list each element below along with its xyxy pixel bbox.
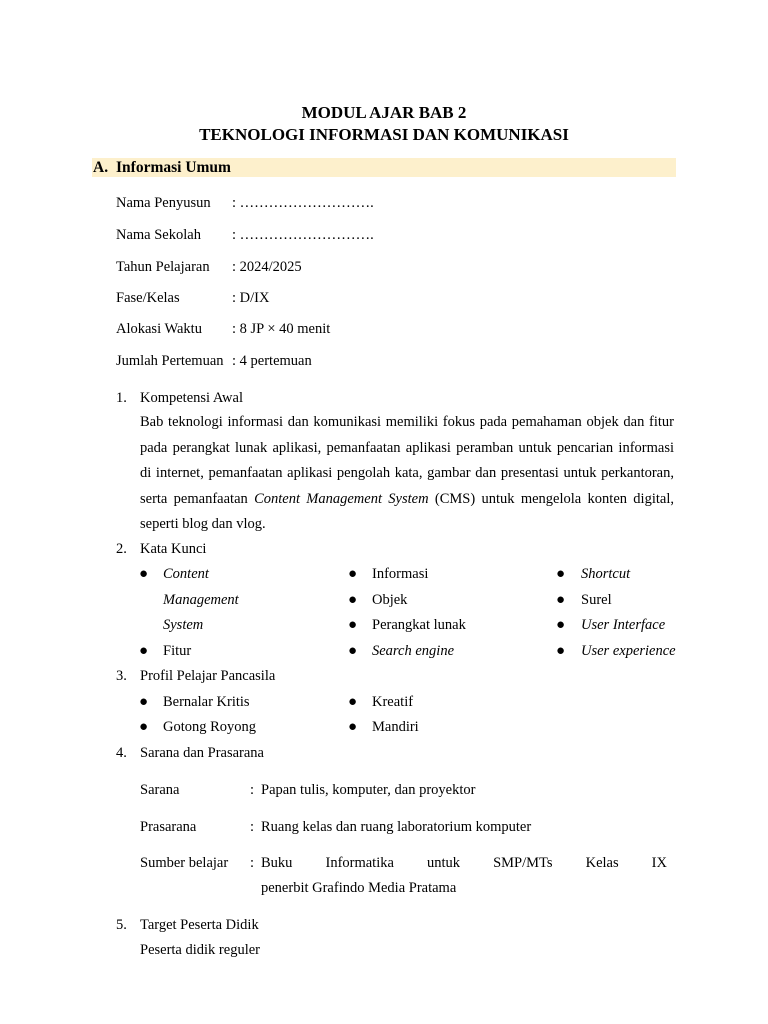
section-a-title: Informasi Umum — [116, 159, 231, 176]
bullet-icon: ● — [139, 566, 149, 582]
keyword-item: User experience — [581, 643, 676, 659]
info-value-jumlah-pertemuan: : 4 pertemuan — [232, 353, 312, 369]
kata-kunci-title: Kata Kunci — [140, 541, 207, 557]
sarana-colon: : — [250, 782, 255, 798]
bullet-icon: ● — [348, 719, 358, 735]
keyword-item: Surel — [581, 592, 612, 608]
sumber-word: Informatika — [325, 855, 394, 871]
kompetensi-text-1: Bab teknologi informasi dan komunikasi memiliki fokus pada pemahaman objek dan fitur pada perangkat lunak aplikasi, pemanfaatan aplikasi peramban untuk pencarian informasi di internet, pemanfaatan aplikasi pengolah kata, gambar dan presentasi untuk perkantoran, serta pemanfaatan — [140, 414, 674, 507]
target-title: Target Peserta Didik — [140, 917, 259, 933]
info-label-alokasi-waktu: Alokasi Waktu — [116, 321, 202, 337]
sumber-word: untuk — [427, 855, 461, 871]
info-label-nama-sekolah: Nama Sekolah — [116, 227, 201, 243]
info-label-fase-kelas: Fase/Kelas — [116, 290, 180, 306]
target-text: Peserta didik reguler — [140, 942, 260, 958]
sumber-belajar-label: Sumber belajar — [140, 855, 229, 871]
bullet-icon: ● — [556, 617, 566, 633]
info-value-nama-penyusun: : ………………………. — [232, 195, 374, 211]
kompetensi-number: 1. — [116, 390, 127, 406]
info-value-nama-sekolah: : ………………………. — [232, 227, 374, 243]
bullet-icon: ● — [348, 566, 358, 582]
sumber-belajar-value-line1 — [261, 855, 667, 872]
profil-item: Mandiri — [372, 719, 419, 735]
keyword-item: Fitur — [163, 643, 192, 659]
prasarana-value: Ruang kelas dan ruang laboratorium komputer — [261, 819, 532, 835]
bullet-icon: ● — [556, 566, 566, 582]
keyword-item: Content — [163, 566, 209, 582]
bullet-icon: ● — [556, 643, 566, 659]
sumber-word: Buku — [261, 855, 293, 871]
target-number: 5. — [116, 917, 127, 933]
document-title-line1: MODUL AJAR BAB 2 — [301, 103, 467, 122]
info-value-alokasi-waktu: : 8 JP × 40 menit — [232, 321, 331, 337]
bullet-icon: ● — [139, 694, 149, 710]
prasarana-colon: : — [250, 819, 255, 835]
keyword-item: Objek — [372, 592, 408, 608]
bullet-icon: ● — [139, 719, 149, 735]
bullet-icon: ● — [139, 643, 149, 659]
keyword-item: Search engine — [372, 643, 455, 659]
sumber-word: SMP/MTs — [493, 855, 553, 871]
info-label-jumlah-pertemuan: Jumlah Pertemuan — [116, 353, 224, 369]
bullet-icon: ● — [556, 592, 566, 608]
info-value-tahun-pelajaran: : 2024/2025 — [232, 259, 302, 275]
sarana-number: 4. — [116, 745, 127, 761]
bullet-icon: ● — [348, 617, 358, 633]
bullet-icon: ● — [348, 643, 358, 659]
profil-item: Kreatif — [372, 694, 414, 710]
kata-kunci-number: 2. — [116, 541, 127, 557]
profil-number: 3. — [116, 668, 127, 684]
keyword-item: User Interface — [581, 617, 666, 633]
prasarana-label: Prasarana — [140, 819, 197, 835]
document-title-line2: TEKNOLOGI INFORMASI DAN KOMUNIKASI — [199, 125, 569, 144]
bullet-icon: ● — [348, 694, 358, 710]
sarana-title: Sarana dan Prasarana — [140, 745, 264, 761]
info-label-tahun-pelajaran: Tahun Pelajaran — [116, 259, 210, 275]
info-value-fase-kelas: : D/IX — [232, 290, 270, 306]
kompetensi-text-2: (CMS) untuk mengelola konten digital, seperti blog dan vlog. — [140, 490, 674, 532]
profil-item: Gotong Royong — [163, 719, 257, 735]
bullet-icon: ● — [348, 592, 358, 608]
info-label-nama-penyusun: Nama Penyusun — [116, 195, 211, 211]
profil-title: Profil Pelajar Pancasila — [140, 668, 276, 684]
profil-item: Bernalar Kritis — [163, 694, 250, 710]
kompetensi-paragraph — [140, 410, 674, 538]
keyword-item: Informasi — [372, 566, 429, 582]
sarana-label: Sarana — [140, 782, 180, 798]
sumber-word: IX — [651, 855, 667, 871]
kompetensi-text-italic: Content Management System — [254, 490, 429, 507]
sumber-belajar-value-line2: penerbit Grafindo Media Pratama — [261, 880, 457, 896]
keyword-item: Perangkat lunak — [372, 617, 466, 633]
keyword-item: Shortcut — [581, 566, 631, 582]
keyword-item: System — [163, 617, 204, 633]
sarana-value: Papan tulis, komputer, dan proyektor — [261, 782, 476, 798]
kompetensi-title: Kompetensi Awal — [140, 390, 243, 406]
sumber-word: Kelas — [585, 855, 619, 871]
sumber-belajar-colon: : — [250, 855, 255, 871]
keyword-item: Management — [163, 592, 239, 608]
section-a-marker: A. — [93, 159, 109, 176]
